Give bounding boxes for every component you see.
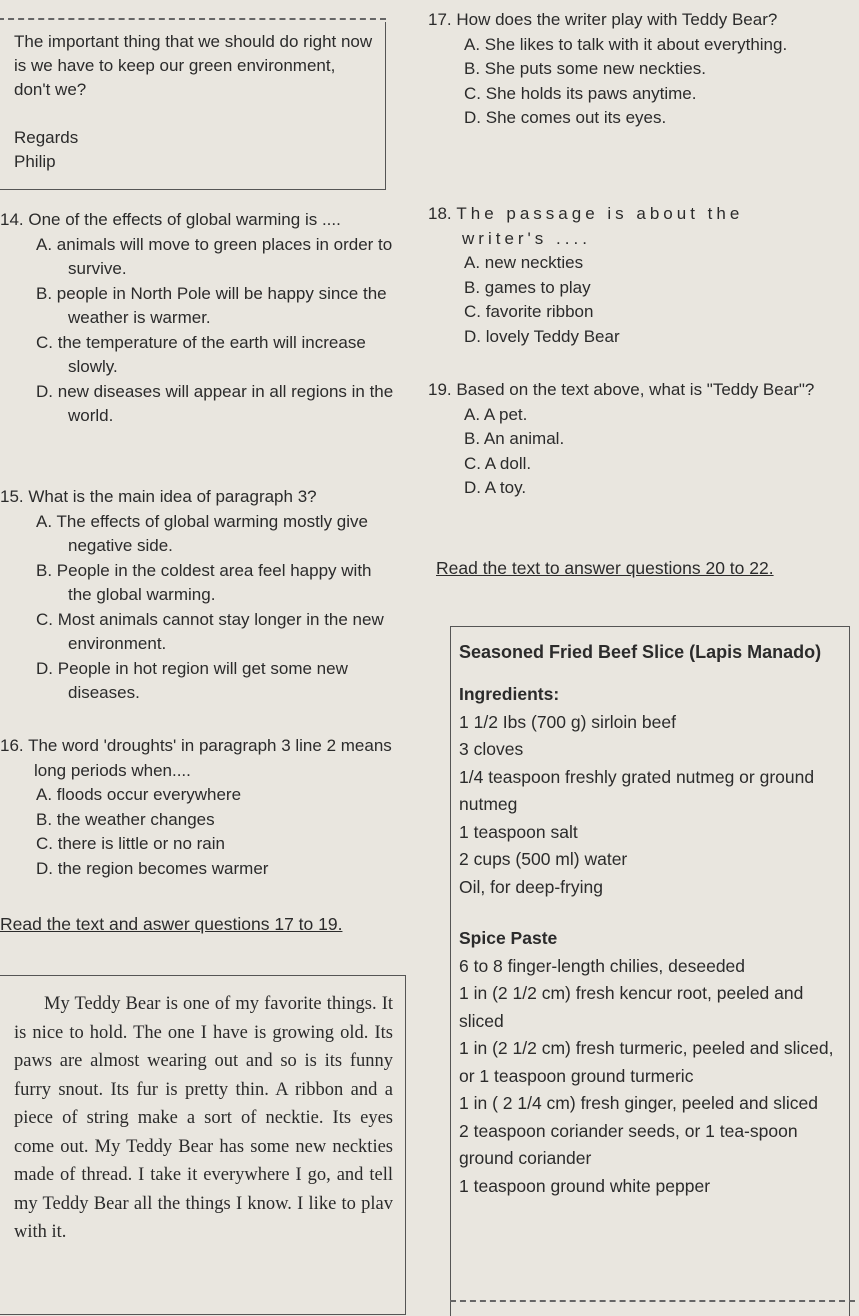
- question-19: [428, 378, 828, 501]
- question-18: [428, 202, 828, 349]
- option-c: C. A doll.: [464, 453, 532, 473]
- option-b: B. An animal.: [464, 429, 565, 448]
- question-stem: 18. The passage is about the writer's ....: [428, 204, 744, 248]
- option-a: A. floods occur everywhere: [36, 785, 242, 804]
- question-15: [0, 485, 395, 706]
- option-c: C. the temperature of the earth will increase slowly.: [36, 332, 366, 376]
- spice-item: 1 in ( 2 1/4 cm) fresh ginger, peeled and sliced: [459, 1093, 818, 1113]
- option-a: A. new neckties: [464, 253, 584, 272]
- question-stem: 19. Based on the text above, what is "Teddy Bear"?: [428, 380, 815, 399]
- option-d: D. She comes out its eyes.: [464, 108, 667, 127]
- option-b: B. games to play: [464, 277, 591, 297]
- option-b: B. She puts some new neckties.: [464, 59, 706, 78]
- story-text: My Teddy Bear is one of my favorite things. It is nice to hold. The one I have is growing old. Its paws are almost wearing out and so is its funny furry snout. Its fur is pretty thin. A ribbon and a piece of string make a sort of necktie. Its eyes come out. My Teddy Bear has some new neckties made of thread. I take it everywhere I go, and tell my Teddy Bear all the things I know. I like to plav with it.: [14, 994, 393, 1242]
- spice-paste-heading: Spice Paste: [459, 928, 558, 948]
- instruction-17-19: Read the text and aswer questions 17 to 19.: [0, 914, 343, 934]
- instruction-20-22: Read the text to answer questions 20 to 22.: [436, 558, 774, 578]
- teddy-bear-story-box: [0, 975, 406, 1315]
- option-d: D. the region becomes warmer: [36, 858, 269, 878]
- spice-item: 1 in (2 1/2 cm) fresh kencur root, peeled and sliced: [459, 983, 804, 1031]
- option-a: A. The effects of global warming mostly give negative side.: [36, 511, 368, 555]
- option-b: B. People in the coldest area feel happy with the global warming.: [36, 560, 372, 604]
- ingredient-item: 1 teaspoon salt: [459, 821, 578, 842]
- option-d: D. lovely Teddy Bear: [464, 326, 620, 346]
- question-stem: 17. How does the writer play with Teddy Bear?: [428, 10, 778, 29]
- recipe-title: Seasoned Fried Beef Slice (Lapis Manado): [459, 642, 822, 662]
- letter-signature: Philip: [14, 152, 56, 171]
- question-17: [428, 8, 828, 131]
- option-d: D. A toy.: [464, 478, 527, 497]
- ingredient-item: 2 cups (500 ml) water: [459, 849, 628, 869]
- option-b: B. the weather changes: [36, 809, 215, 829]
- option-c: C. favorite ribbon: [464, 302, 594, 321]
- dashed-divider: [0, 18, 386, 20]
- spice-item: 1 teaspoon ground white pepper: [459, 1175, 711, 1196]
- question-stem: 14. One of the effects of global warming is ....: [0, 210, 341, 229]
- option-a: A. She likes to talk with it about everything.: [464, 34, 788, 54]
- letter-closing: Regards: [14, 128, 79, 147]
- spice-item: 2 teaspoon coriander seeds, or 1 tea-spoon ground coriander: [459, 1120, 798, 1168]
- option-c: C. Most animals cannot stay longer in the new environment.: [36, 609, 384, 653]
- option-b: B. people in North Pole will be happy since the weather is warmer.: [36, 283, 387, 327]
- option-a: A. A pet.: [464, 404, 528, 424]
- ingredient-item: Oil, for deep-frying: [459, 876, 603, 897]
- ingredient-item: 3 cloves: [459, 739, 524, 759]
- spice-item: 6 to 8 finger-length chilies, deseeded: [459, 955, 746, 976]
- option-a: A. animals will move to green places in order to survive.: [36, 234, 393, 278]
- dashed-divider: [450, 1300, 855, 1302]
- ingredients-heading: Ingredients:: [459, 684, 560, 704]
- question-14: [0, 208, 395, 429]
- ingredient-item: 1 1/2 Ibs (700 g) sirloin beef: [459, 711, 676, 732]
- question-stem: 16. The word 'droughts' in paragraph 3 line 2 means long periods when....: [0, 736, 392, 780]
- option-c: C. She holds its paws anytime.: [464, 83, 697, 103]
- letter-box: [0, 22, 386, 190]
- question-stem: 15. What is the main idea of paragraph 3?: [0, 487, 317, 506]
- option-c: C. there is little or no rain: [36, 834, 225, 853]
- question-16: [0, 734, 395, 881]
- spice-item: 1 in (2 1/2 cm) fresh turmeric, peeled and sliced, or 1 teaspoon ground turmeric: [459, 1038, 834, 1086]
- letter-body: The important thing that we should do right now is we have to keep our green environment, don't we?: [14, 32, 373, 99]
- option-d: D. new diseases will appear in all regions in the world.: [36, 381, 394, 425]
- ingredient-item: 1/4 teaspoon freshly grated nutmeg or ground nutmeg: [459, 766, 815, 814]
- recipe-box: [450, 626, 850, 1316]
- option-d: D. People in hot region will get some new diseases.: [36, 658, 348, 702]
